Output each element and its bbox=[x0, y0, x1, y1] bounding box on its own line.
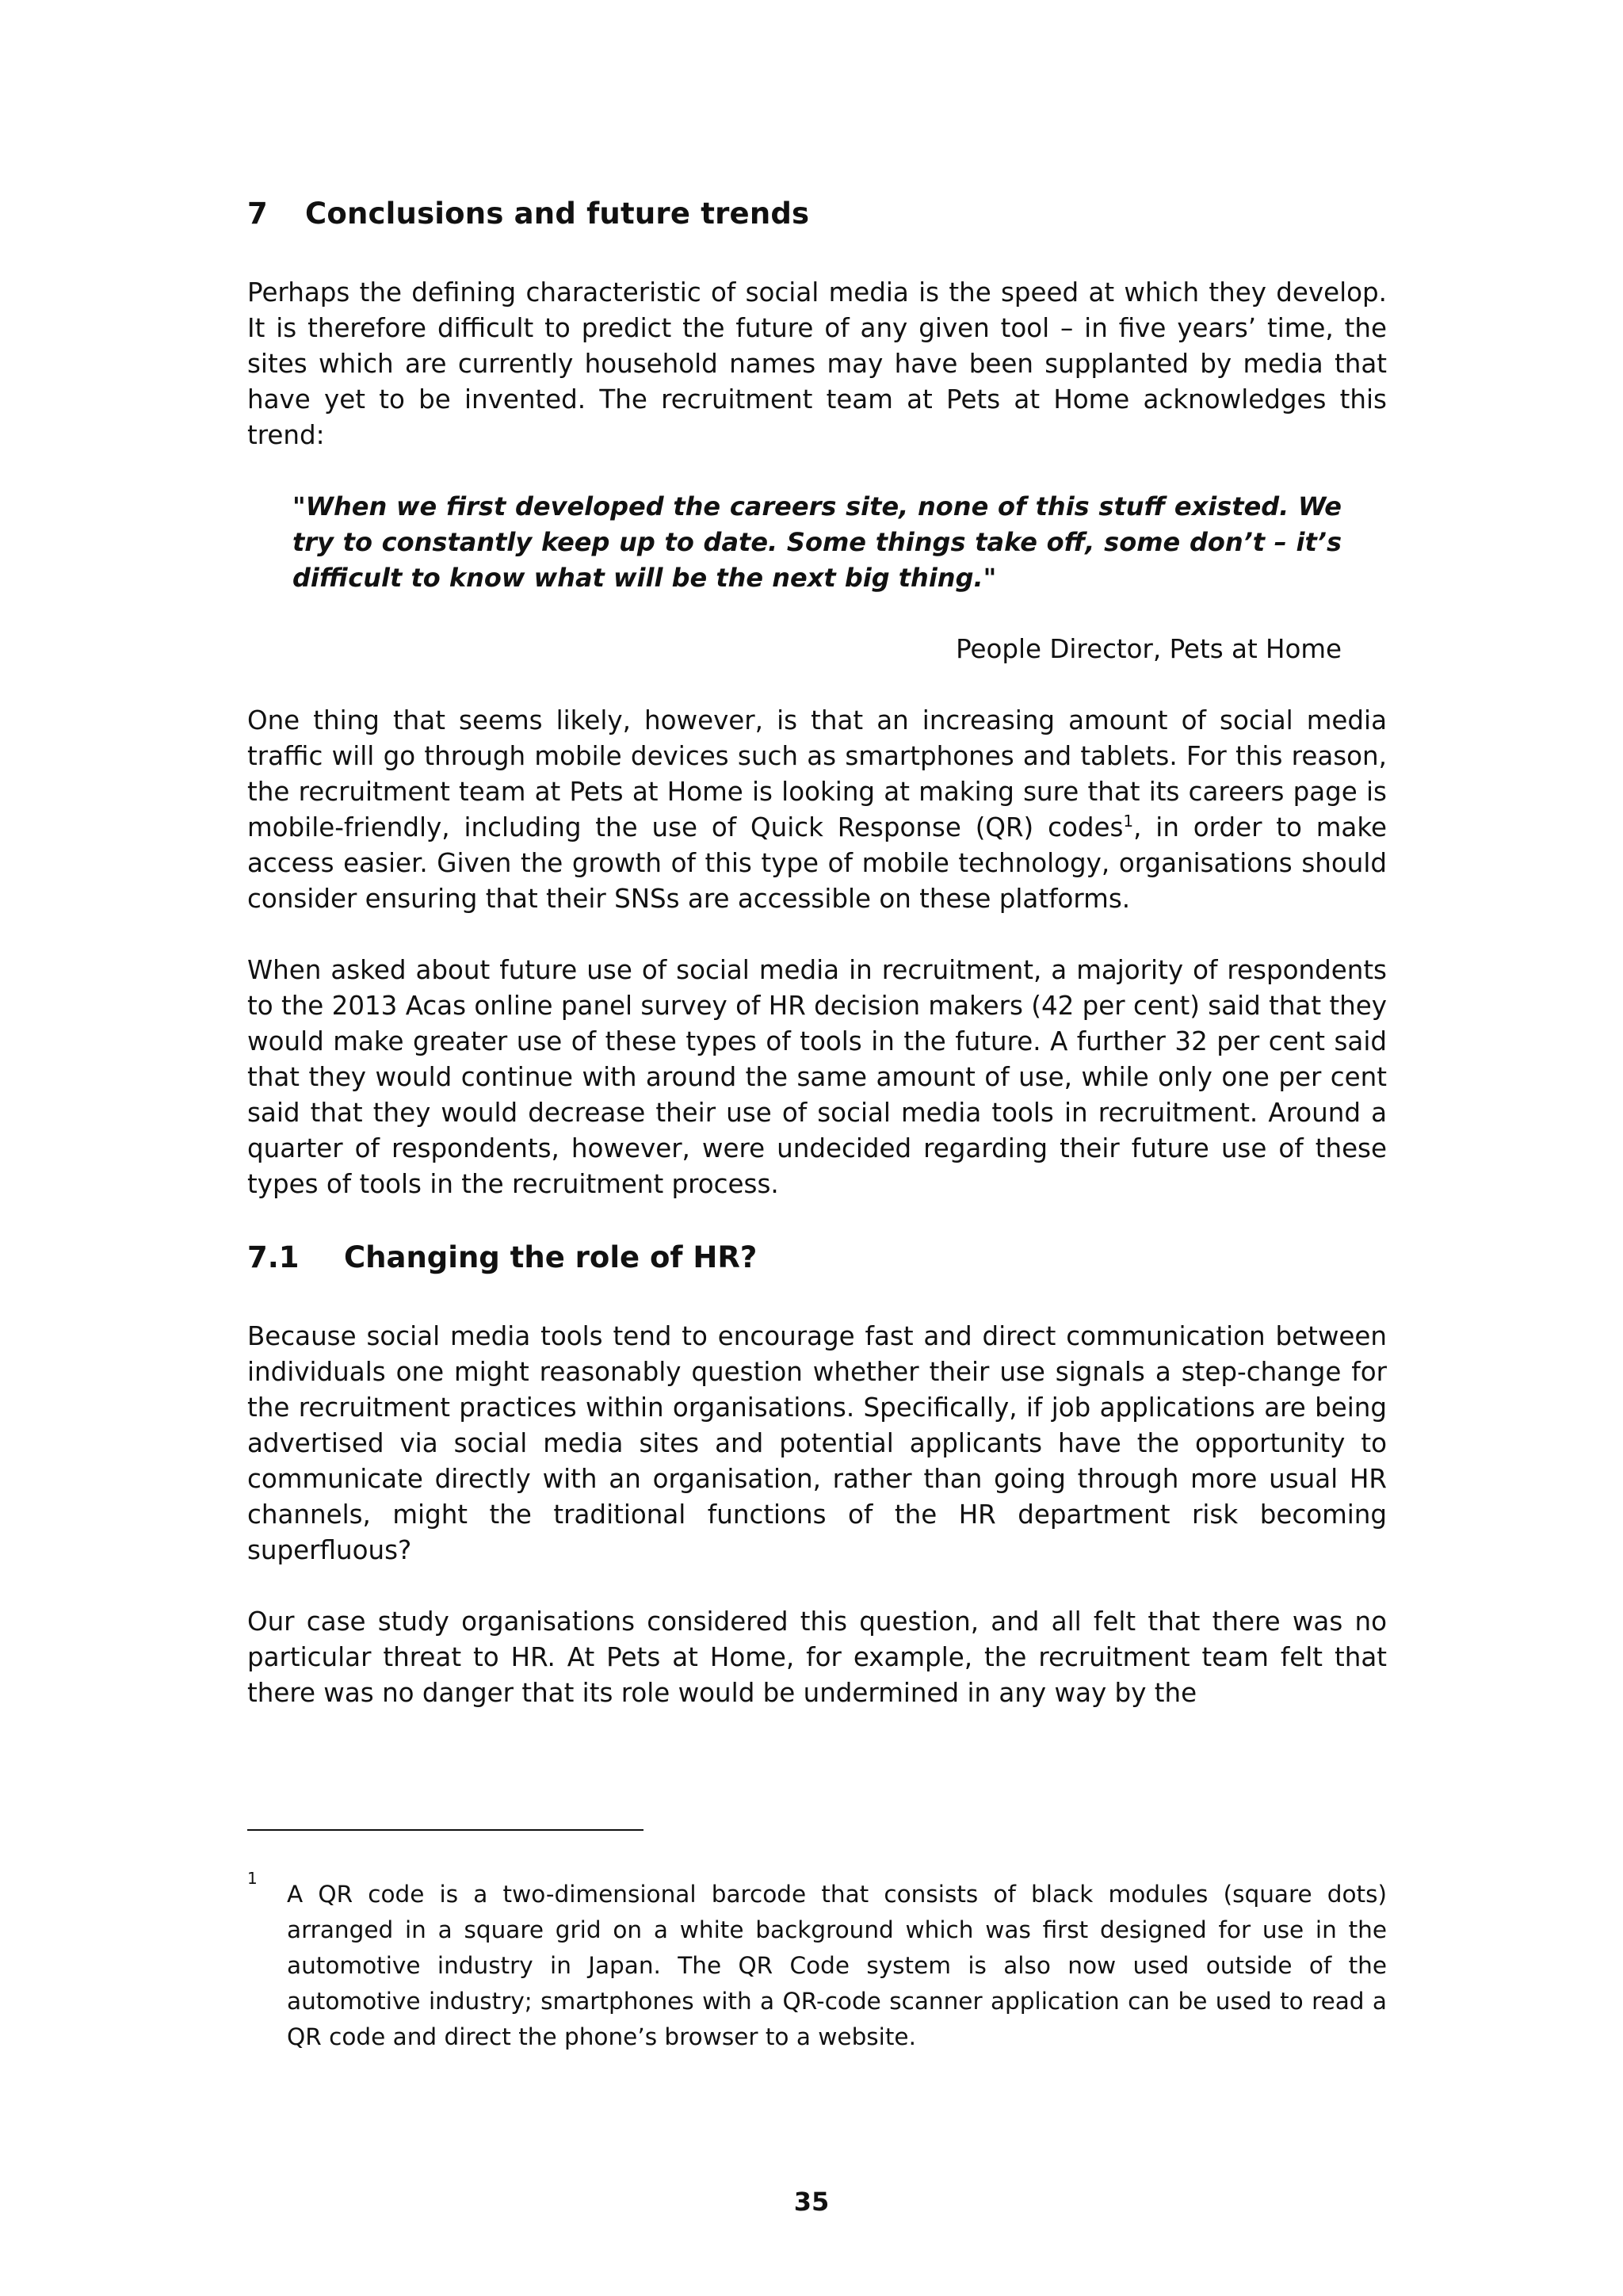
block-quote: "When we first developed the careers site, none of this stuff existed. We try to constantly keep up to date. Some things take off, some don’t – it’s difficult to know what will be the next big thing." bbox=[292, 491, 1342, 593]
footnote-mark: 1 bbox=[247, 1869, 258, 1888]
page-number: 35 bbox=[793, 2187, 830, 2217]
section-number: 7 bbox=[247, 197, 268, 231]
footnote-reference[interactable]: 1 bbox=[1123, 812, 1134, 831]
intro-paragraph: Perhaps the defining characteristic of social media is the speed at which they develop. It is therefore difficult to predict the future of any given tool – in five years’ time, the sites which are currently household names may have been supplanted by media that have yet to be invented. The recruitment team at Pets at Home acknowledges this trend: bbox=[247, 277, 1387, 450]
mobile-paragraph-text-start: One thing that seems likely, however, is that an increasing amount of social media traffic will go through mobile devices such as smartphones and tablets. For this reason, the recruitment team at Pets at Home is looking at making sure that its careers page is mobile-friendly, including the use of Quick Response (QR) codes bbox=[247, 705, 1387, 842]
section-heading bbox=[247, 194, 1387, 234]
footnote-text: A QR code is a two-dimensional barcode that consists of black modules (square dots) arranged in a square grid on a white background which was first designed for use in the automotive industry in Japan. The QR Code system is also now used outside of the automotive industry; smartphones with a QR-code scanner application can be used to read a QR code and direct the phone’s browser to a website. bbox=[287, 1881, 1387, 2050]
mobile-paragraph-text-end: , in order to make access easier. Given the growth of this type of mobile technology, organisations should consider ensuring that their SNSs are accessible on these platforms. bbox=[247, 812, 1387, 914]
page-body bbox=[247, 194, 1387, 1747]
hr-role-paragraph: Because social media tools tend to encourage fast and direct communication between individuals one might reasonably question whether their use signals a step-change for the recruitment practices within organisations. Specifically, if job applications are being advertised via social media sites and potential applicants have the opportunity to communicate directly with an organisation, rather than going through more usual HR channels, might the traditional functions of the HR department risk becoming superfluous? bbox=[247, 1321, 1387, 1565]
subsection-heading bbox=[247, 1238, 1387, 1278]
subsection-number: 7.1 bbox=[247, 1240, 300, 1274]
mobile-paragraph bbox=[247, 703, 1387, 917]
footnote-divider bbox=[247, 1829, 643, 1831]
footnote bbox=[247, 1869, 1387, 2055]
case-study-paragraph: Our case study organisations considered this question, and all felt that there was no particular threat to HR. At Pets at Home, for example, the recruitment team felt that there was no danger that its role would be undermined in any way by the bbox=[247, 1606, 1387, 1708]
subsection-title: Changing the role of HR? bbox=[344, 1240, 758, 1274]
section-title: Conclusions and future trends bbox=[305, 197, 810, 231]
quote-attribution: People Director, Pets at Home bbox=[956, 634, 1342, 664]
survey-paragraph: When asked about future use of social media in recruitment, a majority of respondents to the 2013 Acas online panel survey of HR decision makers (42 per cent) said that they would make greater use of these types of tools in the future. A further 32 per cent said that they would continue with around the same amount of use, while only one per cent said that they would decrease their use of social media tools in recruitment. Around a quarter of respondents, however, were undecided regarding their future use of these types of tools in the recruitment process. bbox=[247, 955, 1387, 1199]
